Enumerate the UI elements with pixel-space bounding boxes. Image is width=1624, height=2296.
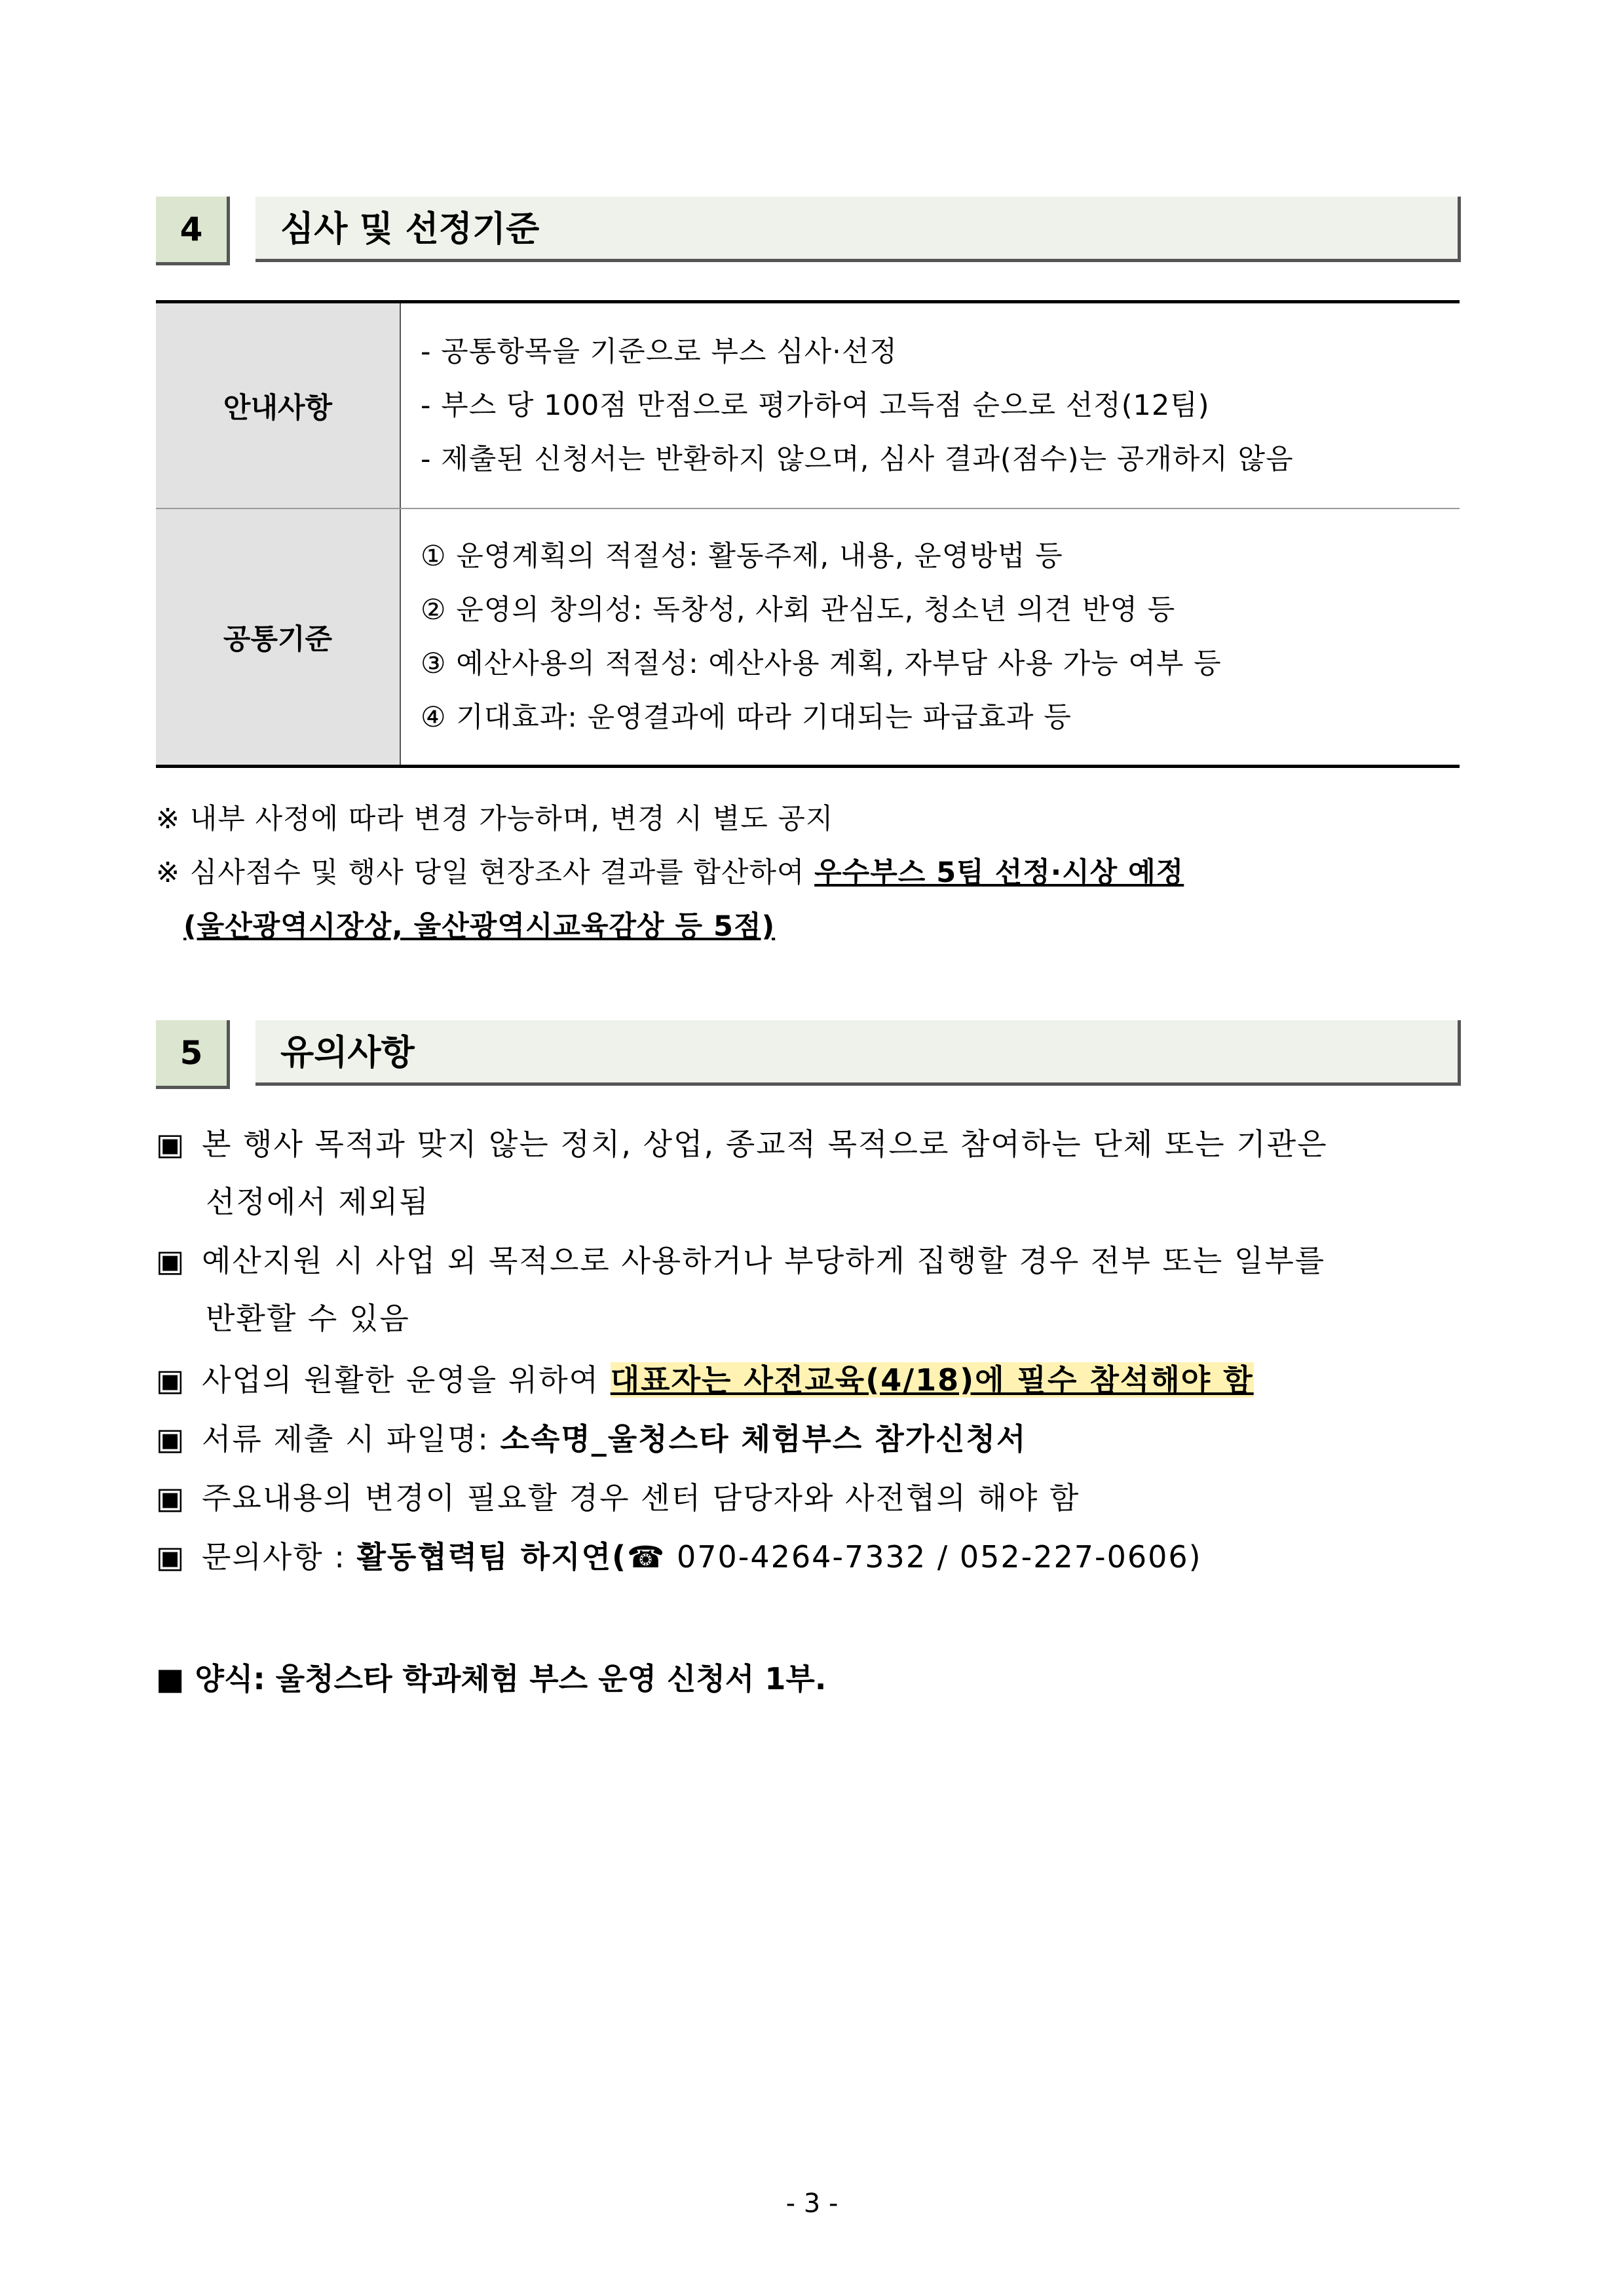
form-attachment-note: ■ 양식: 울청스타 학과체험 부스 운영 신청서 1부. bbox=[156, 1661, 827, 1696]
content-line: - 제출된 신청서는 반환하지 않으며, 심사 결과(점수)는 공개하지 않음 bbox=[421, 443, 1294, 476]
notice-filename: 소속명_울청스타 체험부스 참가신청서 bbox=[500, 1421, 1027, 1457]
bullet-icon: ▣ bbox=[156, 1126, 186, 1162]
note-change: ※ 내부 사정에 따라 변경 가능하며, 변경 시 별도 공지 bbox=[156, 803, 834, 835]
bullet-icon: ▣ bbox=[156, 1362, 186, 1398]
content-line: - 공통항목을 기준으로 부스 심사·선정 bbox=[421, 335, 897, 368]
contact-phone: 070-4264-7332 / 052-227-0606) bbox=[666, 1539, 1202, 1575]
note-award-emphasis: 우수부스 5팀 선정·시상 예정 bbox=[814, 856, 1184, 889]
row-label: 공통기준 bbox=[156, 508, 400, 767]
section-4-header bbox=[156, 197, 1470, 266]
section-number: 5 bbox=[156, 1020, 230, 1089]
note-award bbox=[156, 851, 1184, 890]
bullet-icon: ▣ bbox=[156, 1243, 186, 1278]
row-content bbox=[400, 302, 1460, 509]
contact-name: 활동협력팀 하지연(☎ bbox=[356, 1539, 666, 1575]
content-line: ③ 예산사용의 적절성: 예산사용 계획, 자부담 사용 가능 여부 등 bbox=[421, 647, 1222, 680]
notice-item bbox=[156, 1115, 1486, 1231]
row-label: 안내사항 bbox=[156, 302, 400, 509]
content-line: ① 운영계획의 적절성: 활동주제, 내용, 운영방법 등 bbox=[421, 540, 1063, 573]
notice-text: 예산지원 시 사업 외 목적으로 사용하거나 부당하게 집행할 경우 전부 또는 일부를 bbox=[202, 1243, 1326, 1278]
notice-text: 사업의 원활한 운영을 위하여 bbox=[202, 1362, 611, 1398]
notice-item bbox=[156, 1528, 1202, 1586]
notice-text: 주요내용의 변경이 필요할 경우 센터 담당자와 사전협의 해야 함 bbox=[202, 1480, 1080, 1516]
notice-item bbox=[156, 1232, 1486, 1347]
bullet-icon: ▣ bbox=[156, 1539, 186, 1575]
note-award-text: ※ 심사점수 및 행사 당일 현장조사 결과를 합산하여 bbox=[156, 856, 815, 889]
notice-text: 반환할 수 있음 bbox=[206, 1301, 410, 1336]
notice-text: 선정에서 제외됨 bbox=[206, 1184, 430, 1219]
notice-item bbox=[156, 1351, 1254, 1409]
content-line: ② 운영의 창의성: 독창성, 사회 관심도, 청소년 의견 반영 등 bbox=[421, 594, 1176, 626]
notice-item bbox=[156, 1469, 1080, 1527]
section-title: 유의사항 bbox=[255, 1020, 1461, 1086]
content-line: - 부스 당 100점 만점으로 평가하여 고득점 순으로 선정(12팀) bbox=[421, 389, 1210, 422]
content-line: ④ 기대효과: 운영결과에 따라 기대되는 파급효과 등 bbox=[421, 701, 1072, 734]
notice-text: 서류 제출 시 파일명: bbox=[202, 1421, 500, 1457]
bullet-icon: ▣ bbox=[156, 1480, 186, 1516]
note-award-list: (울산광역시장상, 울산광역시교육감상 등 5점) bbox=[183, 910, 776, 943]
section-number: 4 bbox=[156, 197, 230, 265]
notice-text: 본 행사 목적과 맞지 않는 정치, 상업, 종교적 목적으로 참여하는 단체 또는 기관은 bbox=[202, 1126, 1328, 1162]
notice-item bbox=[156, 1410, 1027, 1468]
table-row bbox=[156, 302, 1460, 509]
table-row bbox=[156, 508, 1460, 767]
notice-highlight: 대표자는 사전교육(4/18)에 필수 참석해야 함 bbox=[610, 1362, 1254, 1398]
page-number: - 3 - bbox=[785, 2189, 839, 2219]
criteria-table bbox=[156, 300, 1460, 768]
row-content bbox=[400, 508, 1460, 767]
bullet-icon: ▣ bbox=[156, 1421, 186, 1457]
notice-text: 문의사항 : bbox=[202, 1539, 357, 1575]
section-5-header bbox=[156, 1020, 1470, 1090]
section-title: 심사 및 선정기준 bbox=[255, 197, 1461, 262]
